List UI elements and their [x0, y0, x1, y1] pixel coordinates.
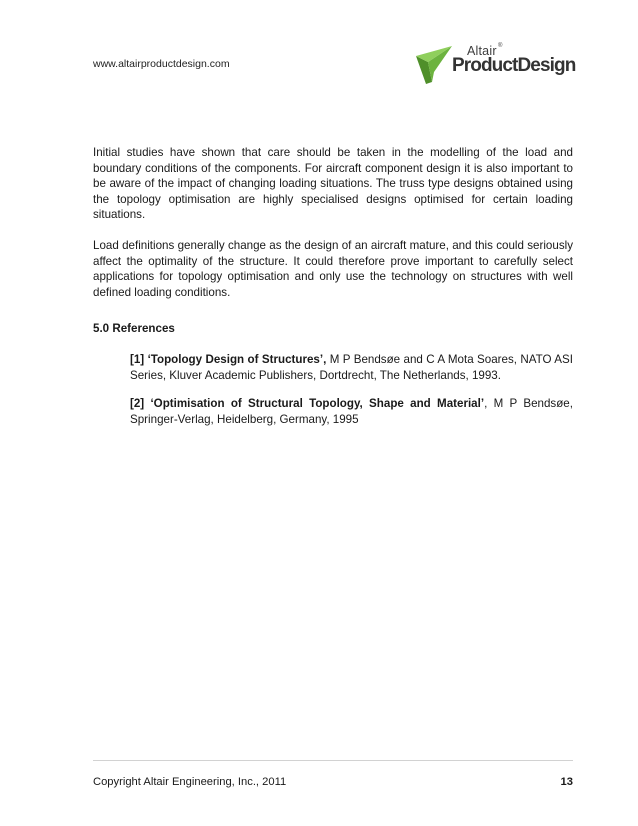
header-url: www.altairproductdesign.com [93, 58, 230, 70]
body-paragraph-2: Load definitions generally change as the design of an aircraft mature, and this could seriously affect the optimality of the structure. It could therefore prove important to carefully select applications for topology optimisation and only use the technology on structures with well defined loading conditions. [93, 238, 573, 299]
reference-title: [1] ‘Topology Design of Structures’, [130, 352, 327, 366]
logo-altair-text: Altair [467, 44, 497, 58]
footer-divider [93, 760, 573, 761]
reference-item [130, 352, 573, 383]
logo-checkmark-icon [414, 42, 454, 86]
reference-details: M P Bendsøe and C A Mota Soares, NATO ASI Series, Kluver Academic Publishers, Dortdrecht, The Netherlands, 1993. [130, 352, 573, 382]
reference-item [130, 396, 573, 427]
altair-productdesign-logo [414, 42, 574, 88]
logo-registered-mark: ® [498, 43, 503, 49]
logo-productdesign-text: ProductDesign [452, 55, 576, 76]
page-number: 13 [560, 776, 573, 788]
footer-copyright: Copyright Altair Engineering, Inc., 2011 [93, 776, 287, 788]
references-heading: 5.0 References [93, 322, 175, 336]
references-list [93, 352, 573, 427]
reference-title: [2] ‘Optimisation of Structural Topology, Shape and Material’ [130, 397, 485, 411]
body-paragraph-1: Initial studies have shown that care should be taken in the modelling of the load and boundary conditions of the components. For aircraft component design it is also important to be aware of the impact of changing loading situations. The truss type designs obtained using the topology optimisation are highly specialised designs optimised for certain loading situations. [93, 146, 573, 222]
page-body [93, 145, 573, 440]
reference-details: , M P Bendsøe, Springer-Verlag, Heidelberg, Germany, 1995 [130, 397, 573, 426]
